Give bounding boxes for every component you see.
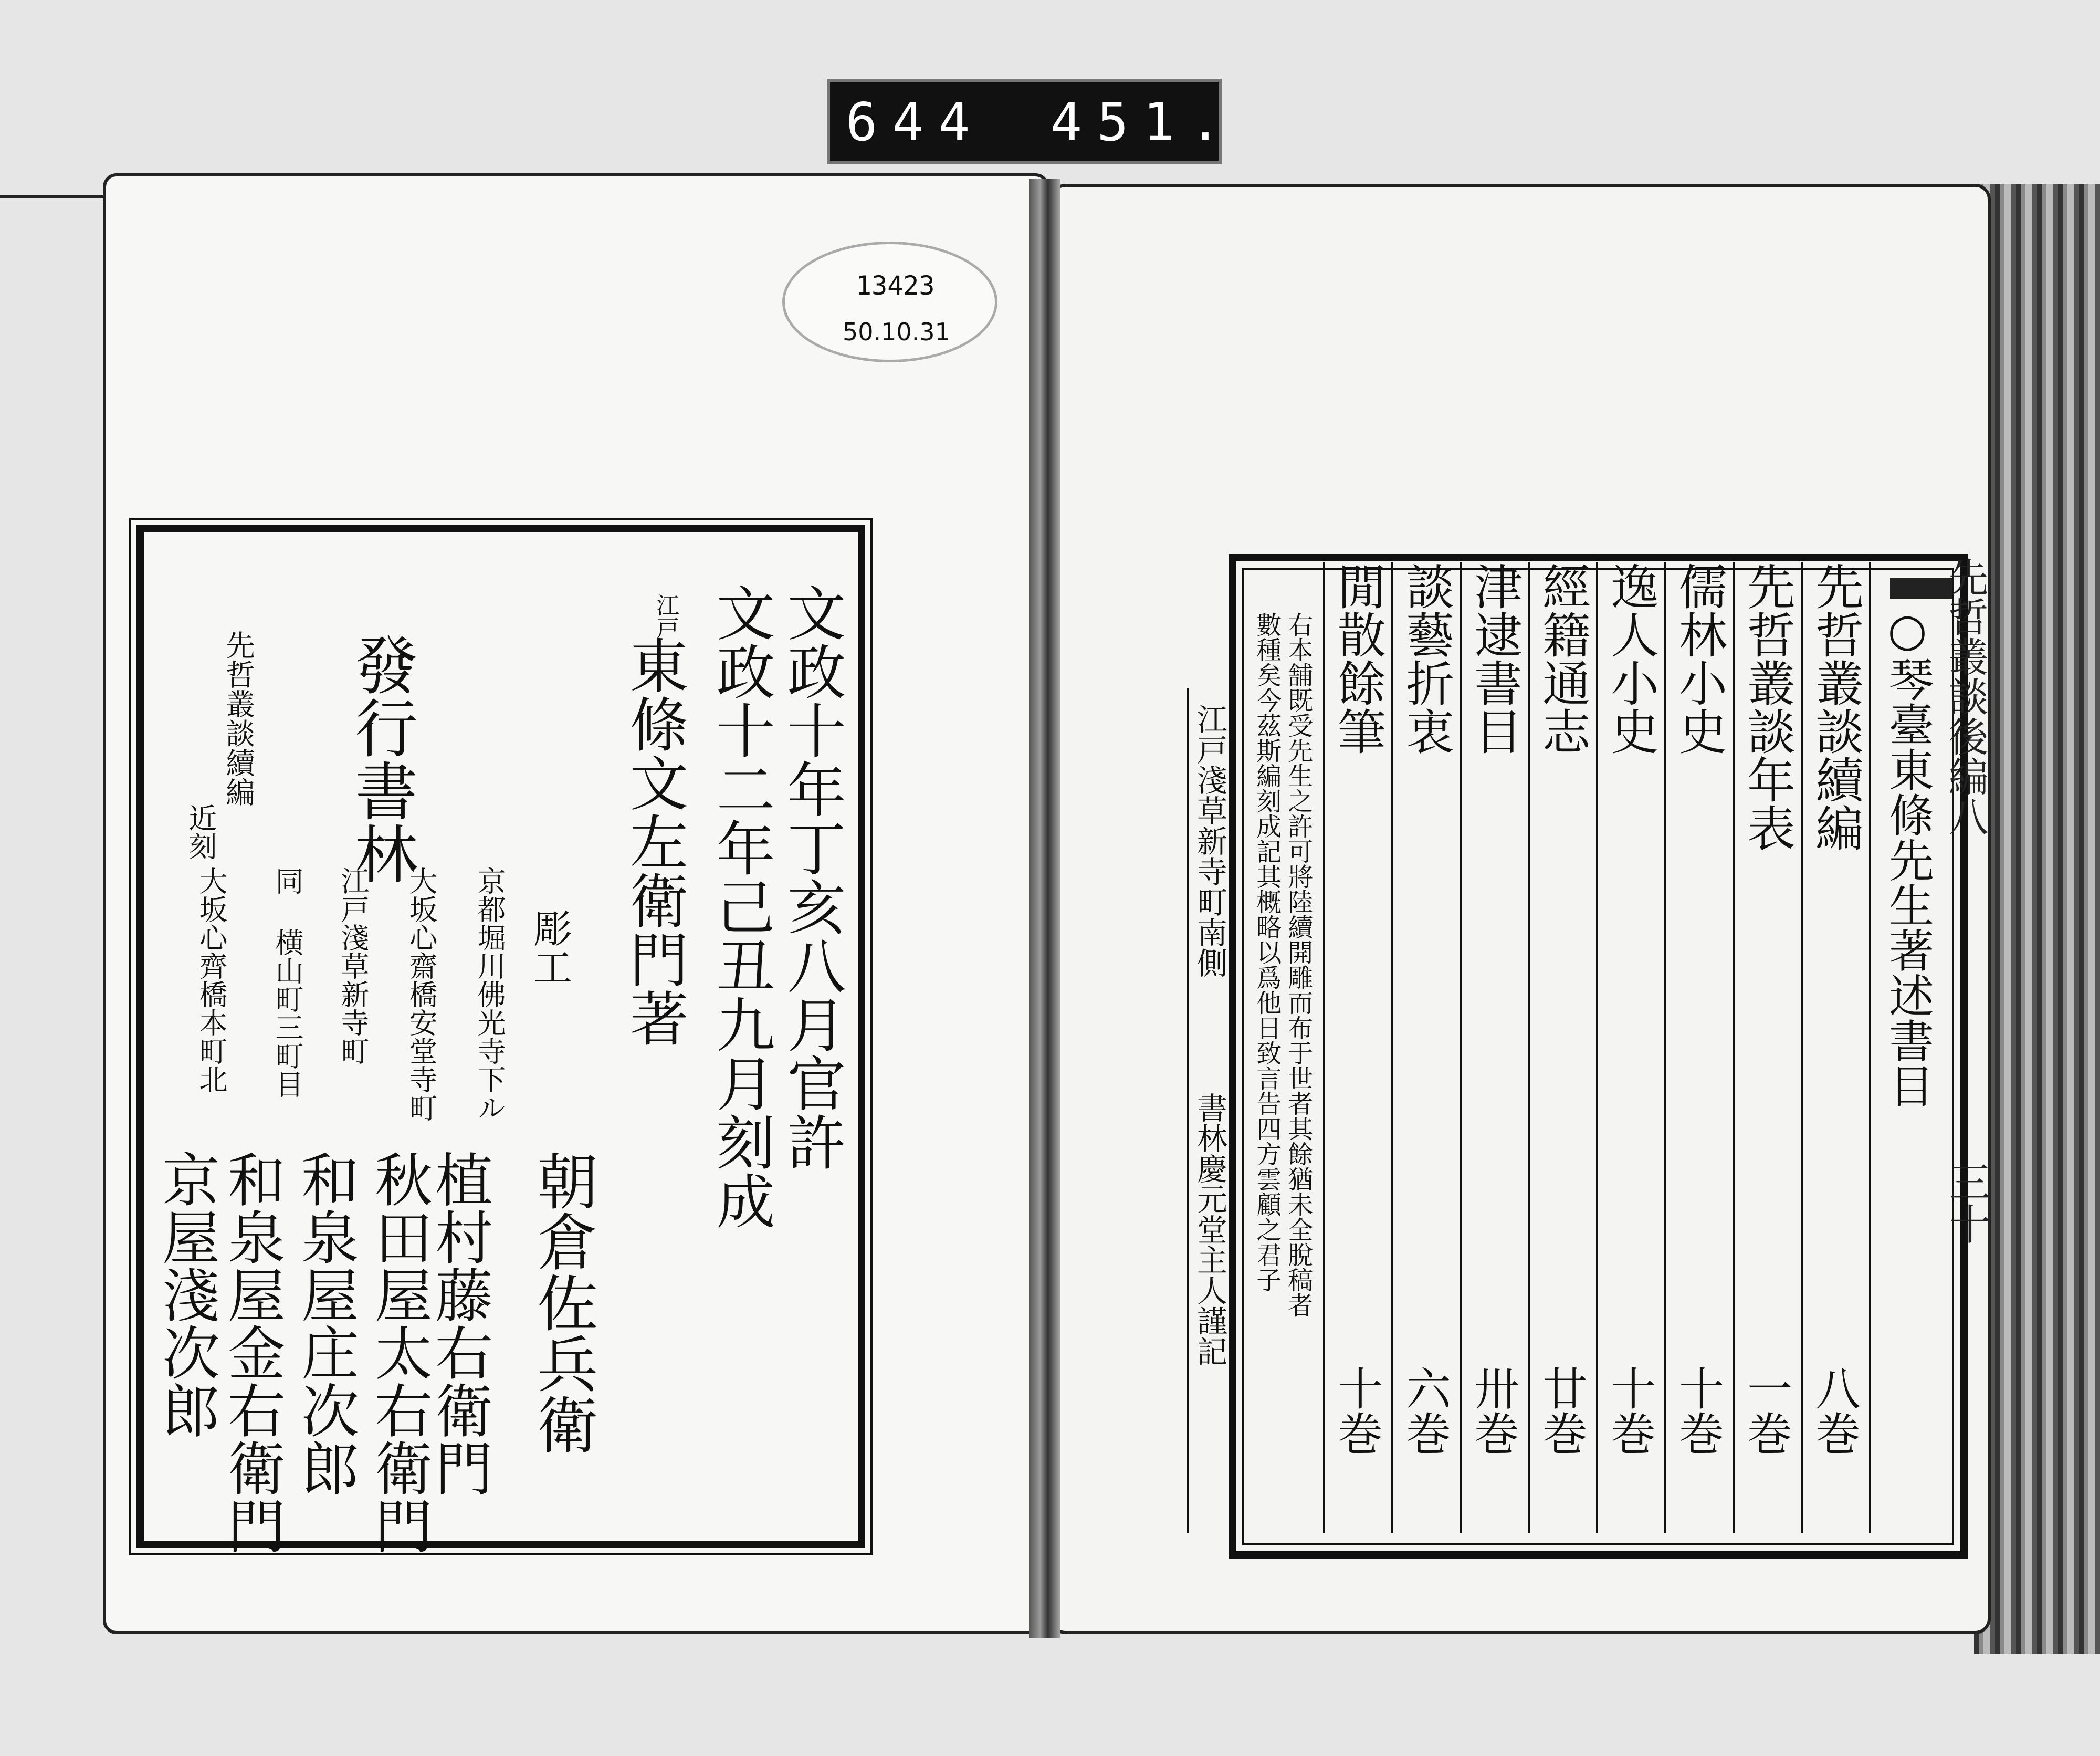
film-label <box>827 79 1236 164</box>
label-rule <box>1234 688 1236 1533</box>
book-volumes-6: 卅巻 <box>1466 1365 1519 1456</box>
column-rule <box>1391 562 1393 1533</box>
column-rule <box>1732 562 1735 1533</box>
book-volumes-2: 一巻 <box>1739 1365 1792 1456</box>
date-carved: 文政十二年己丑九月刻成 <box>707 583 775 1230</box>
publisher-address-4: 同 横山町三町目 <box>271 866 304 1098</box>
publisher-address-1: 京都堀川佛光寺下ル <box>473 866 506 1122</box>
book-volumes-1: 八巻 <box>1808 1365 1860 1456</box>
publisher-name-4: 和泉屋金右衛門 <box>218 1150 286 1554</box>
book-title-1: 先哲叢談續編 <box>1808 562 1864 852</box>
book-volumes-3: 十巻 <box>1671 1365 1724 1456</box>
publisher-name-5: 京屋淺次郎 <box>153 1150 220 1439</box>
book-title-5: 經籍通志 <box>1535 562 1591 755</box>
column-rule <box>1528 562 1530 1533</box>
stamp-date: 50.10.31 <box>843 318 950 346</box>
book-volumes-7: 六巻 <box>1398 1365 1451 1456</box>
publisher-address-5: 大坂心齊橋本町北 <box>195 866 228 1093</box>
column-rule <box>1869 562 1871 1533</box>
book-title-7: 談藝折衷 <box>1398 562 1454 755</box>
column-rule <box>1801 562 1803 1533</box>
publisher-name-1: 植村藤右衛門 <box>426 1150 493 1497</box>
page-number: 三十 <box>1942 1161 1991 1245</box>
list-publisher-address: 江戸淺草新寺町南側 <box>1192 704 1227 978</box>
publisher-name-2: 秋田屋太右衛門 <box>365 1150 433 1554</box>
publisher-address-2: 大坂心齋橋安堂寺町 <box>405 866 438 1122</box>
list-heading: ○琴臺東條先生著述書目 <box>1881 604 1934 1108</box>
stamp-number: 13423 <box>856 270 935 301</box>
label-rule <box>1186 688 1189 1533</box>
publisher-address-3: 江戸淺草新寺町 <box>337 866 370 1065</box>
list-publisher-signature: 書林慶元堂主人謹記 <box>1192 1092 1227 1366</box>
book-title-6: 津逮書目 <box>1466 562 1522 755</box>
film-frame-number: 451. <box>1051 91 1236 153</box>
column-rule <box>1323 562 1325 1533</box>
column-rule <box>1596 562 1598 1533</box>
column-rule <box>1664 562 1666 1533</box>
forthcoming-title: 先哲叢談續編 <box>221 630 255 807</box>
book-title-2: 先哲叢談年表 <box>1739 562 1796 852</box>
book-volumes-5: 廿巻 <box>1535 1365 1587 1456</box>
list-note-line-2: 數種矣今茲斯編刻成記其概略以爲他日致言告四方雲顧之君子 <box>1252 612 1282 1292</box>
book-volumes-4: 十巻 <box>1603 1365 1655 1456</box>
book-title-8: 閒散餘筆 <box>1330 562 1386 755</box>
spine-title: 先哲叢談後編八 <box>1942 557 1989 836</box>
book-volumes-8: 十巻 <box>1330 1365 1382 1456</box>
film-reel-number: 644 <box>846 91 985 153</box>
publisher-label: 發行書林 <box>344 633 417 885</box>
carver-label: 彫工 <box>527 908 572 986</box>
book-title-3: 儒林小史 <box>1671 562 1727 755</box>
book-edge <box>1974 184 2100 1654</box>
book-gutter <box>1029 179 1060 1638</box>
forthcoming-note: 近刻 <box>184 803 217 860</box>
publisher-name-3: 和泉屋庄次郎 <box>292 1150 359 1497</box>
column-rule <box>1460 562 1462 1533</box>
list-note-line-1: 右本舗既受先生之許可將陸續開雕而布于世者其餘猶未全脫稿者 <box>1283 612 1313 1318</box>
carver-name: 朝倉佐兵衛 <box>527 1150 598 1455</box>
book-title-4: 逸人小史 <box>1603 562 1659 755</box>
author-place: 江戸 <box>652 593 679 640</box>
date-permit: 文政十年丁亥八月官許 <box>778 583 846 1171</box>
author-name: 東條文左衛門著 <box>620 635 688 1047</box>
